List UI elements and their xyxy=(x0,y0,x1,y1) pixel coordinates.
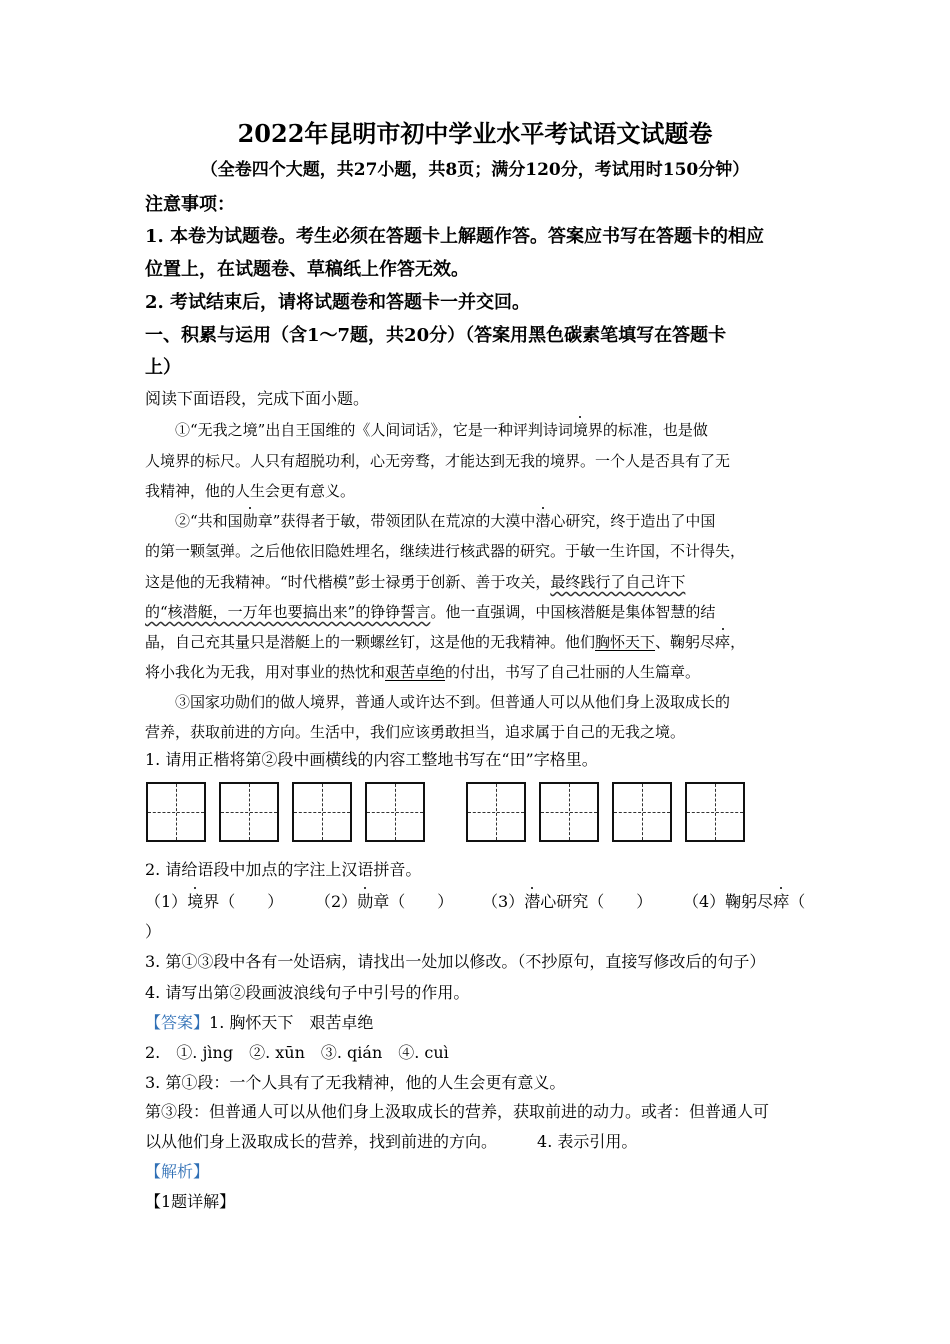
underlined-text: 艰苦卓绝 xyxy=(385,663,446,681)
passage-p3-line2: 营养，获取前进的方向。生活中，我们应该勇敢担当，追求属于自己的无我之境。 xyxy=(145,723,686,741)
reading-intro: 阅读下面语段，完成下面小题。 xyxy=(145,389,370,408)
wavy-underlined-text: 最终践行了自己许下 xyxy=(550,573,686,591)
question-1: 1. 请用正楷将第②段中画横线的内容工整地书写在“田”字格里。 xyxy=(145,750,598,769)
tianzige-box[interactable] xyxy=(685,782,745,842)
answer-3-cont2: 以从他们身上汲取成长的营养，找到前进的方向。 4. 表示引用。 xyxy=(145,1132,638,1151)
page-title: 2022年昆明市初中学业水平考试语文试题卷 xyxy=(237,119,713,148)
wavy-underlined-text: 的“核潜艇，一万年也要搞出来”的铮铮誓言 xyxy=(145,603,431,621)
answer-3: 3. 第①段：一个人具有了无我精神，他的人生会更有意义。 xyxy=(145,1073,566,1092)
section-heading-cont: 上） xyxy=(145,357,181,378)
passage-p3-line1: ③国家功勋们的做人境界，普通人或许达不到。但普通人可以从他们身上汲取成长的 xyxy=(175,693,731,711)
tianzige-box[interactable] xyxy=(219,782,279,842)
analysis-tag: 【解析】 xyxy=(145,1162,210,1181)
passage-p1-line2: 人境界的标尺。人只有超脱功利，心无旁骛，才能达到无我的境界。一个人是否具有了无 xyxy=(145,452,731,470)
passage-p2-line6: 将小我化为无我，用对事业的热忱和艰苦卓绝的付出，书写了自己壮丽的人生篇章。 xyxy=(145,663,701,681)
tianzige-box[interactable] xyxy=(146,782,206,842)
question-2-option-1: （1）境界（ ） xyxy=(145,892,284,911)
answer-2: 2. ①. jìng ②. xūn ③. qián ④. cuì xyxy=(145,1043,449,1062)
note-item-1-cont: 位置上，在试题卷、草稿纸上作答无效。 xyxy=(145,259,469,280)
dotted-char: 潜 xyxy=(535,512,551,530)
dotted-char: 瘁 xyxy=(715,633,731,651)
question-2-option-4: （4）鞠躬尽瘁（ xyxy=(683,892,806,911)
answer-4: 4. 表示引用。 xyxy=(537,1132,638,1151)
passage-p1-line1: ①“无我之境”出自王国维的《人间词话》，它是一种评判诗词境界的标准，也是做 xyxy=(175,421,708,439)
question-4: 4. 请写出第②段画波浪线句子中引号的作用。 xyxy=(145,983,470,1002)
dotted-char: 境 xyxy=(572,421,588,439)
underlined-text: 胸怀天下 xyxy=(595,633,656,651)
question-2-option-4-end: ） xyxy=(145,922,162,941)
passage-p2-line2: 的第一颗氢弹。之后他依旧隐姓埋名，继续进行核武器的研究。于敏一生许国，不计得失， xyxy=(145,542,746,560)
tianzige-box[interactable] xyxy=(466,782,526,842)
question-2: 2. 请给语段中加点的字注上汉语拼音。 xyxy=(145,860,422,879)
question-2-option-2: （2）勋章（ ） xyxy=(315,892,454,911)
page-subtitle: （全卷四个大题，共27小题，共8页；满分120分，考试用时150分钟） xyxy=(200,160,750,180)
passage-p2-line4: 的“核潜艇，一万年也要搞出来”的铮铮誓言。他一直强调，中国核潜艇是集体智慧的结 xyxy=(145,603,716,621)
dotted-char: 潜 xyxy=(524,892,541,911)
section-heading: 一、积累与运用（含1～7题，共20分）（答案用黑色碳素笔填写在答题卡 xyxy=(145,325,727,346)
dotted-char: 勋 xyxy=(242,512,258,530)
answer-tag: 【答案】 xyxy=(145,1013,210,1032)
tianzige-box[interactable] xyxy=(612,782,672,842)
passage-p1-line3: 我精神，他的人生会更有意义。 xyxy=(145,482,356,500)
passage-p2-line3: 这是他的无我精神。“时代楷模”彭士禄勇于创新、善于攻关，最终践行了自己许下 xyxy=(145,573,686,591)
detail-heading: 【1题详解】 xyxy=(145,1192,236,1211)
tianzige-box[interactable] xyxy=(539,782,599,842)
passage-p2-line5: 晶，自己充其量只是潜艇上的一颗螺丝钉，这是他的无我精神。他们胸怀天下、鞠躬尽瘁， xyxy=(145,633,746,651)
passage-p2-line1: ②“共和国勋章”获得者于敏，带领团队在荒凉的大漠中潜心研究，终于造出了中国 xyxy=(175,512,716,530)
dotted-char: 瘁 xyxy=(773,892,790,911)
note-item-1: 1. 本卷为试题卷。考生必须在答题卡上解题作答。答案应书写在答题卡的相应 xyxy=(145,226,765,247)
tianzige-box[interactable] xyxy=(365,782,425,842)
question-2-option-3: （3）潜心研究（ ） xyxy=(482,892,653,911)
note-item-2: 2. 考试结束后，请将试题卷和答题卡一并交回。 xyxy=(145,292,531,313)
dotted-char: 勋 xyxy=(357,892,374,911)
notes-heading: 注意事项： xyxy=(145,194,235,215)
tianzige-box[interactable] xyxy=(292,782,352,842)
answer-3-cont: 第③段：但普通人可以从他们身上汲取成长的营养，获取前进的动力。或者：但普通人可 xyxy=(145,1102,770,1121)
answer-1: 【答案】1. 胸怀天下 艰苦卓绝 xyxy=(145,1013,374,1032)
dotted-char: 境 xyxy=(187,892,204,911)
question-3: 3. 第①③段中各有一处语病，请找出一处加以修改。（不抄原句，直接写修改后的句子） xyxy=(145,952,766,971)
